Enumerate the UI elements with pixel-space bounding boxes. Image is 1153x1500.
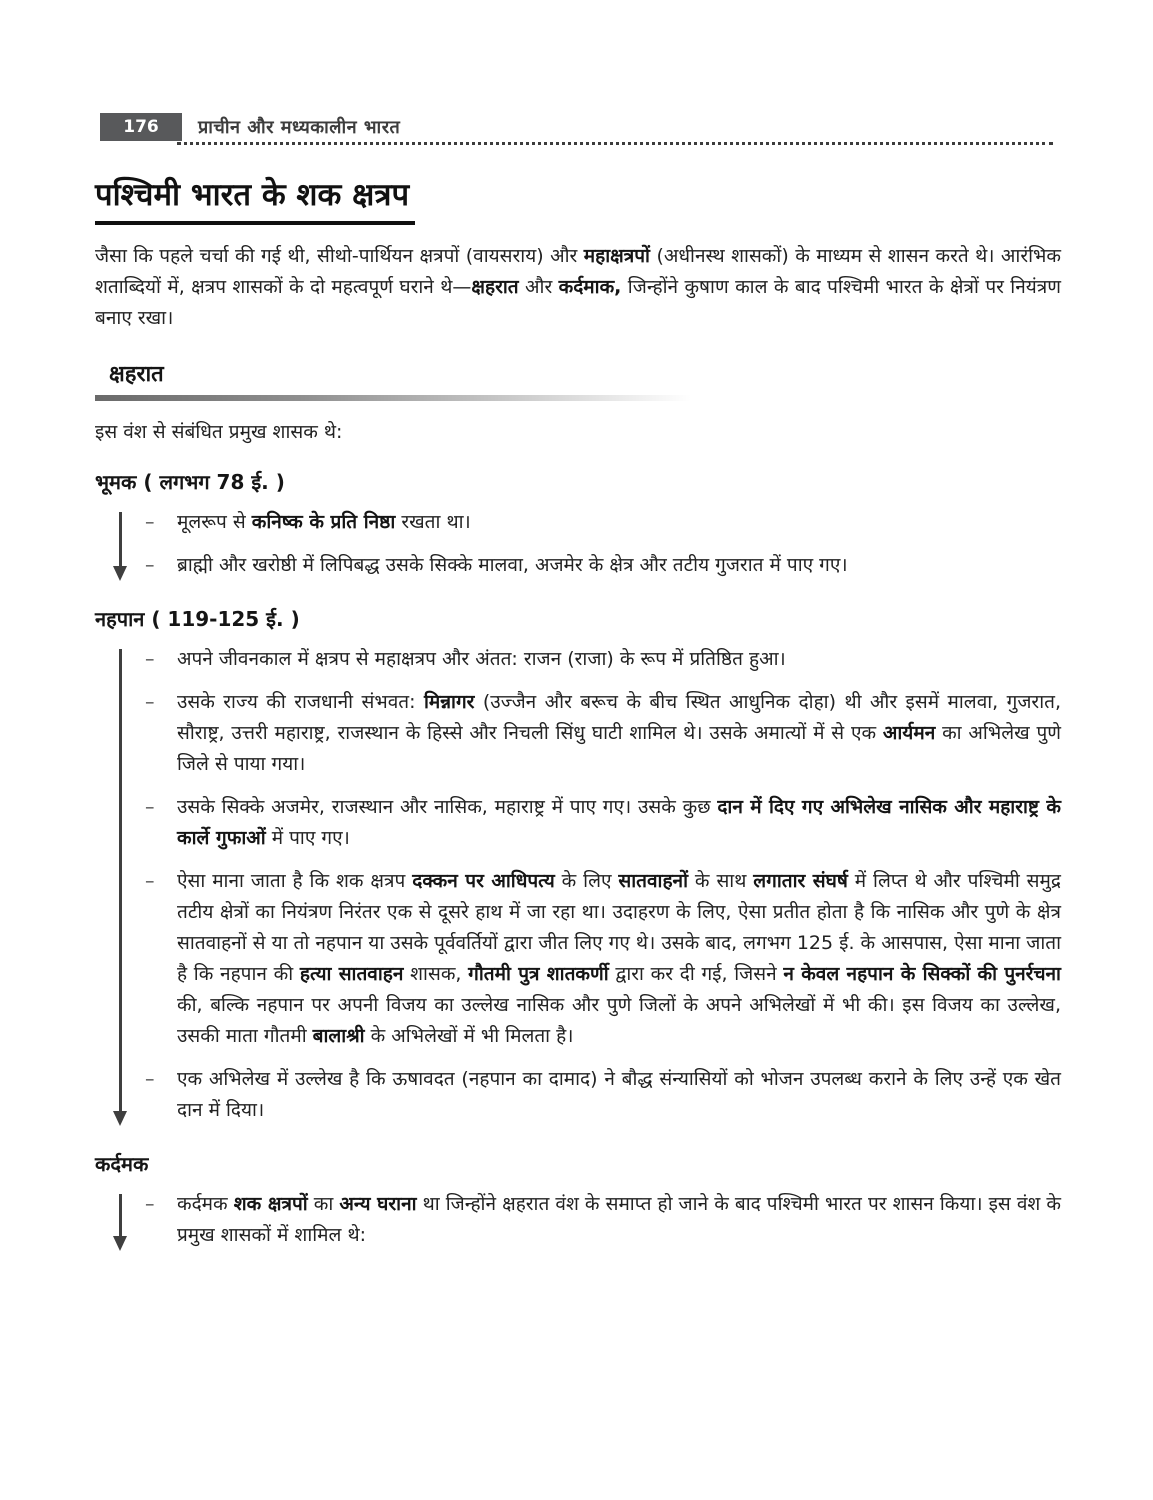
bullet-text: एक अभिलेख में उल्लेख है कि ऊषावदत (नहपान का दामाद) ने बौद्ध संन्यासियों को भोजन उपलब्ध कराने के लिए उन्हें एक खेत दान में दिया। — [177, 1067, 1061, 1121]
bullet-row — [145, 507, 1061, 538]
ruler-heading-nahapana: नहपान ( 119-125 ई. ) — [95, 606, 300, 631]
arrow-line — [119, 512, 122, 566]
arrow-head-icon — [113, 566, 127, 581]
bullet-dash: – — [145, 795, 155, 818]
bullet-row — [145, 792, 1061, 854]
section-lead: इस वंश से संबंधित प्रमुख शासक थे: — [95, 420, 343, 443]
bullet-dash: – — [145, 1067, 155, 1090]
bullet-text: उसके राज्य की राजधानी संभवत: मिन्नागर (उज्जैन और बरूच के बीच स्थित आधुनिक दोहा) थी और इसमें मालवा, गुजरात, सौराष्ट्र, उत्तरी महाराष्ट्र, राजस्थान के हिस्से और निचली सिंधु घाटी शामिल थे। उसके अमात्यों में से एक आर्यमन का अभिलेख पुणे जिले से पाया गया। — [177, 690, 1061, 775]
book-title: प्राचीन और मध्यकालीन भारत — [198, 117, 401, 138]
arrow-line — [119, 649, 122, 1111]
bullet-row — [145, 1189, 1061, 1251]
header-dotted-rule — [177, 141, 1053, 145]
section-heading-kardamaka: कर्दमक — [95, 1151, 149, 1176]
down-arrow-icon — [117, 507, 145, 581]
bullet-text: उसके सिक्के अजमेर, राजस्थान और नासिक, महाराष्ट्र में पाए गए। उसके कुछ दान में दिए गए अभिलेख नासिक और महाराष्ट्र के कार्ले गुफाओं में पाए गए। — [177, 795, 1061, 849]
bullet-dash: – — [145, 869, 155, 892]
ruler-section-nahapana — [95, 605, 1061, 1126]
arrow-head-icon — [113, 1111, 127, 1126]
bullet-dash: – — [145, 647, 155, 670]
bullet-block-nahapana — [95, 644, 1061, 1126]
bullet-dash: – — [145, 1192, 155, 1215]
down-arrow-icon — [117, 644, 145, 1126]
bullet-row — [145, 1064, 1061, 1126]
bullet-text: मूलरूप से कनिष्क के प्रति निष्ठा रखता था। — [177, 510, 471, 533]
section-kardamaka — [95, 1150, 1061, 1251]
gradient-rule — [95, 395, 691, 401]
bullet-dash: – — [145, 553, 155, 576]
bullet-row — [145, 866, 1061, 1052]
bullet-row — [145, 550, 1061, 581]
bullet-text: ऐसा माना जाता है कि शक क्षत्रप दक्कन पर आधिपत्य के लिए सातवाहनों के साथ लगातार संघर्ष में लिप्त थे और पश्चिमी समुद्र तटीय क्षेत्रों का नियंत्रण निरंतर एक से दूसरे हाथ में जा रहा था। उदाहरण के लिए, ऐसा प्रतीत होता है कि नासिक और पुणे के क्षेत्र सातवाहनों से या तो नहपान या उसके पूर्ववर्तियों द्वारा जीत लिए गए थे। उसके बाद, लगभग 125 ई. के आसपास, ऐसा माना जाता है कि नहपान की हत्या सातवाहन शासक, गौतमी पुत्र शातकर्णी द्वारा कर दी गई, जिसने न केवल नहपान के सिक्कों की पुनर्रचना की, बल्कि नहपान पर अपनी विजय का उल्लेख नासिक और पुणे जिलों के अपने अभिलेखों में भी की। इस विजय का उल्लेख, उसकी माता गौतमी बालाश्री के अभिलेखों में भी मिलता है। — [177, 869, 1061, 1047]
bullet-text: कर्दमक शक क्षत्रपों का अन्य घराना था जिन्होंने क्षहरात वंश के समाप्त हो जाने के बाद पश्चिमी भारत पर शासन किया। इस वंश के प्रमुख शासकों में शामिल थे: — [177, 1192, 1061, 1246]
page-header — [100, 113, 1053, 141]
bullet-list — [145, 507, 1061, 581]
page-number-badge: 176 — [100, 113, 182, 141]
bullet-block-bhumaka — [95, 507, 1061, 581]
intro-paragraph: जैसा कि पहले चर्चा की गई थी, सीथो-पार्थियन क्षत्रपों (वायसराय) और महाक्षत्रपों (अधीनस्थ शासकों) के माध्यम से शासन करते थे। आरंभिक शताब्दियों में, क्षत्रप शासकों के दो महत्वपूर्ण घराने थे—क्षहरात और कर्दमाक, जिन्होंने कुषाण काल के बाद पश्चिमी भारत के क्षेत्रों पर नियंत्रण बनाए रखा। — [95, 244, 1061, 329]
bullet-text: अपने जीवनकाल में क्षत्रप से महाक्षत्रप और अंतत: राजन (राजा) के रूप में प्रतिष्ठित हुआ। — [177, 647, 786, 670]
section-heading-kshaharata: क्षहरात — [109, 361, 164, 387]
page-title: पश्चिमी भारत के शक क्षत्रप — [95, 176, 415, 225]
bullet-list — [145, 1189, 1061, 1251]
section-kshaharata — [95, 358, 1061, 1251]
page-content — [95, 176, 1061, 1275]
bullet-text: ब्राह्मी और खरोष्ठी में लिपिबद्ध उसके सिक्के मालवा, अजमेर के क्षेत्र और तटीय गुजरात में पाए गए। — [177, 553, 848, 576]
arrow-line — [119, 1194, 122, 1236]
bullet-row — [145, 644, 1061, 675]
bullet-dash: – — [145, 690, 155, 713]
bullet-list — [145, 644, 1061, 1126]
bullet-dash: – — [145, 510, 155, 533]
bullet-row — [145, 687, 1061, 780]
arrow-head-icon — [113, 1236, 127, 1251]
down-arrow-icon — [117, 1189, 145, 1251]
ruler-heading-bhumaka: भूमक ( लगभग 78 ई. ) — [95, 469, 285, 494]
ruler-section-bhumaka — [95, 468, 1061, 581]
bullet-block-kardamaka — [95, 1189, 1061, 1251]
